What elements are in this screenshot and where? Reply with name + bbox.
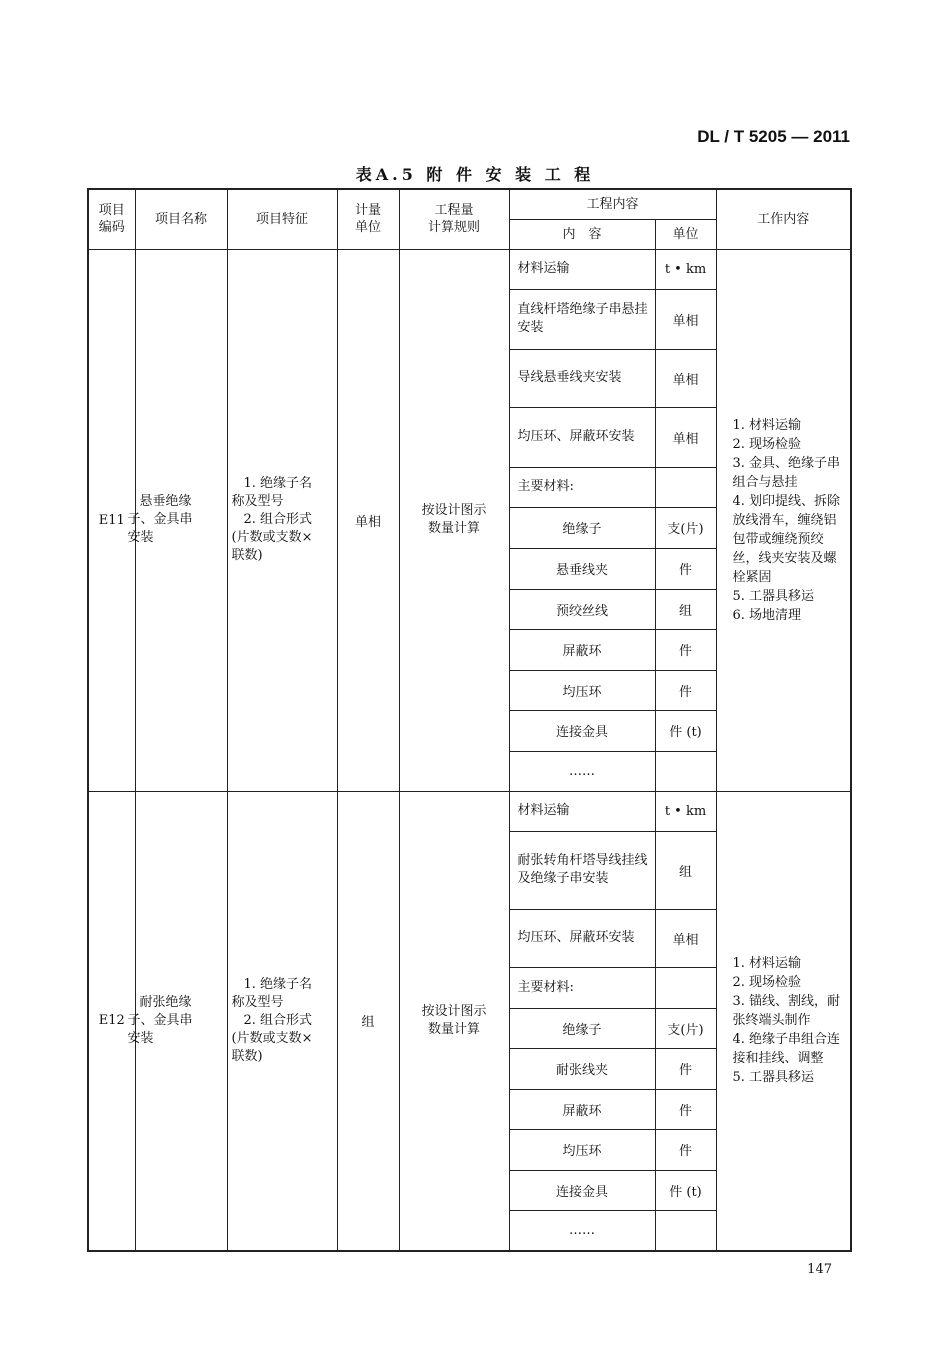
row-rule: 按设计图示 数量计算 [399, 249, 509, 791]
header-work: 工作内容 [716, 189, 851, 249]
header-content: 内 容 [509, 219, 655, 249]
content-item: 屏蔽环 [509, 629, 655, 670]
content-item: 均压环、屏蔽环安装 [509, 407, 655, 467]
content-unit [655, 967, 716, 1008]
row-name: 耐张绝缘 子、金具串 安装 [135, 791, 227, 1251]
row-work: 1. 材料运输 2. 现场检验 3. 锚线、割线，耐张终端头制作 4. 绝缘子串组合连接和挂线、调整 5. 工器具移运 [716, 791, 851, 1251]
content-unit: 单相 [655, 407, 716, 467]
row-feature: 1. 绝缘子名 称及型号 2. 组合形式 (片数或支数× 联数) [227, 249, 337, 791]
header-rule: 工程量 计算规则 [399, 189, 509, 249]
content-unit: t • km [655, 791, 716, 831]
row-feature: 1. 绝缘子名 称及型号 2. 组合形式 (片数或支数× 联数) [227, 791, 337, 1251]
content-item: 材料运输 [509, 791, 655, 831]
content-item: 导线悬垂线夹安装 [509, 349, 655, 407]
content-unit: 件 [655, 1048, 716, 1089]
row-unit: 组 [337, 791, 399, 1251]
row-work: 1. 材料运输 2. 现场检验 3. 金具、绝缘子串组合与悬挂 4. 划印提线、拆除放线滑车，缠绕铝包带或缠绕预绞丝，线夹安装及螺栓紧固 5. 工器具移运 6. 场地清理 [716, 249, 851, 791]
content-unit: 支(片) [655, 1008, 716, 1048]
content-unit [655, 751, 716, 791]
content-item: 均压环、屏蔽环安装 [509, 909, 655, 967]
row-code: E11 [88, 249, 135, 791]
content-unit: 单相 [655, 909, 716, 967]
header-name: 项目名称 [135, 189, 227, 249]
content-item: 耐张线夹 [509, 1048, 655, 1089]
table-title: 表A.5 附 件 安 装 工 程 [355, 165, 595, 184]
content-item: 耐张转角杆塔导线挂线及绝缘子串安装 [509, 831, 655, 909]
content-item: 主要材料: [509, 967, 655, 1008]
content-unit: 件 [655, 1089, 716, 1129]
header-code: 项目 编码 [88, 189, 135, 249]
content-item: 屏蔽环 [509, 1089, 655, 1129]
content-item: 直线杆塔绝缘子串悬挂安装 [509, 289, 655, 349]
installation-table [87, 188, 852, 1252]
header-feature: 项目特征 [227, 189, 337, 249]
content-unit: 件 [655, 1129, 716, 1170]
row-name: 悬垂绝缘 子、金具串 安装 [135, 249, 227, 791]
row-code: E12 [88, 791, 135, 1251]
content-unit: 件 [655, 629, 716, 670]
content-item: 悬垂线夹 [509, 548, 655, 589]
content-item: 均压环 [509, 670, 655, 710]
content-unit: 件 (t) [655, 710, 716, 751]
content-unit: 件 (t) [655, 1170, 716, 1210]
content-unit [655, 1210, 716, 1251]
page-number: 147 [807, 1262, 832, 1277]
content-item: …… [509, 751, 655, 791]
content-item: 预绞丝线 [509, 589, 655, 629]
content-item: 绝缘子 [509, 1008, 655, 1048]
content-item: 材料运输 [509, 249, 655, 289]
header-work-content-group: 工程内容 [509, 189, 716, 219]
content-item: 连接金具 [509, 710, 655, 751]
header-unit: 计量 单位 [337, 189, 399, 249]
content-item: 绝缘子 [509, 507, 655, 548]
row-rule: 按设计图示 数量计算 [399, 791, 509, 1251]
content-unit: 组 [655, 831, 716, 909]
content-item: …… [509, 1210, 655, 1251]
content-unit: 件 [655, 670, 716, 710]
standard-code: DL / T 5205 — 2011 [697, 127, 850, 146]
header-content-unit: 单位 [655, 219, 716, 249]
content-unit: 件 [655, 548, 716, 589]
content-item: 主要材料: [509, 467, 655, 507]
content-unit [655, 467, 716, 507]
content-item: 连接金具 [509, 1170, 655, 1210]
content-unit: 单相 [655, 349, 716, 407]
content-unit: t • km [655, 249, 716, 289]
content-unit: 单相 [655, 289, 716, 349]
row-unit: 单相 [337, 249, 399, 791]
content-unit: 支(片) [655, 507, 716, 548]
content-unit: 组 [655, 589, 716, 629]
content-item: 均压环 [509, 1129, 655, 1170]
